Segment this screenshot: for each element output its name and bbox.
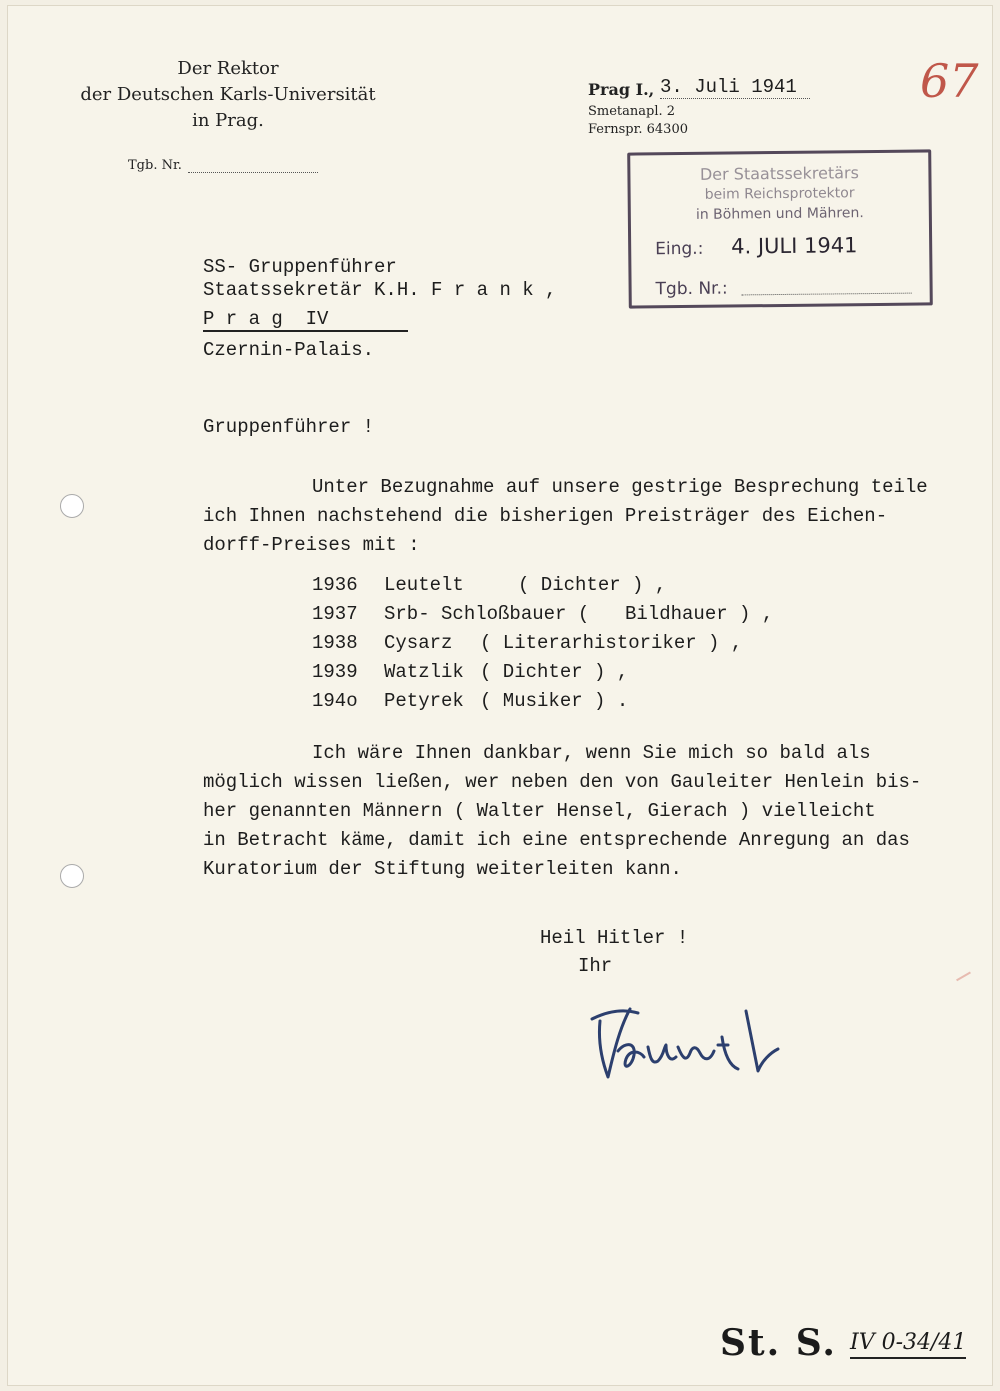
winner-year: 194o [312,690,358,712]
body-p2-line1: Ich wäre Ihnen dankbar, wenn Sie mich so bald als [312,742,871,764]
winner-name: Cysarz [384,632,453,654]
letter-date: 3. Juli 1941 [660,76,810,99]
handwritten-signature [578,991,798,1091]
body-p1-line2: ich Ihnen nachstehend die bisherigen Preisträger des Eichen- [203,505,888,527]
winner-role: ( Literarhistoriker ) , [480,632,743,654]
winner-name: Watzlik [384,661,464,683]
stamp-line1: Der Staatssekretärs [699,163,859,184]
body-p1-line3: dorff-Preises mit : [203,534,420,556]
body-p2-line2: möglich wissen ließen, wer neben den von Gauleiter Henlein bis- [203,771,922,793]
recipient-line2: Staatssekretär K.H. F r a n k , [203,279,557,301]
closing-greeting: Heil Hitler ! [540,927,689,949]
salutation: Gruppenführer ! [203,416,375,438]
pencil-mark [951,963,971,981]
winner-role: Bildhauer ) , [625,603,774,625]
winner-year: 1937 [312,603,358,625]
winner-name: Petyrek [384,690,464,712]
file-ref-number: IV 0-34/41 [850,1330,966,1359]
stamp-eing-label: Eing.: [655,238,704,260]
file-ref-prefix: St. S. [720,1322,837,1364]
body-p2-line3: her genannten Männern ( Walter Hensel, Gierach ) vielleicht [203,800,876,822]
winner-role: ( Dichter ) , [480,661,629,683]
closing-ihr: Ihr [578,955,613,977]
letter-page [8,6,992,1385]
letterhead-line2: der Deutschen Karls-Universität [80,84,376,105]
folio-number: 67 [920,54,979,108]
winner-year: 1936 [312,574,358,596]
received-stamp [627,149,933,308]
body-p2-line5: Kuratorium der Stiftung weiterleiten kann. [203,858,682,880]
address-line: Smetanapl. 2 [588,104,676,119]
body-p2-line4: in Betracht käme, damit ich eine entsprechende Anregung an das [203,829,910,851]
winner-year: 1939 [312,661,358,683]
stamp-tgb-label: Tgb. Nr.: [655,278,728,300]
stamp-line2: beim Reichsprotektor [704,185,855,203]
letterhead-tgb-line [188,172,318,173]
recipient-line3: P r a g IV [203,308,408,332]
winner-role: ( Musiker ) . [480,690,629,712]
recipient-line1: SS- Gruppenführer [203,256,397,278]
stamp-eing-date: 4. JULI 1941 [731,233,858,259]
winner-role: ( Dichter ) , [518,574,667,596]
place-label: Prag I., [588,80,655,99]
punch-hole-bottom [60,864,84,888]
letterhead-tgb-label: Tgb. Nr. [128,158,182,173]
letterhead-line1: Der Rektor [177,58,279,79]
phone-line: Fernspr. 64300 [588,122,688,137]
punch-hole-top [60,494,84,518]
stamp-line3: in Böhmen und Mähren. [695,205,864,223]
winner-name: Leutelt [384,574,464,596]
letterhead-line3: in Prag. [192,110,264,131]
winner-name: Srb- Schloßbauer ( [384,603,590,625]
stamp-tgb-line [742,293,912,296]
winner-year: 1938 [312,632,358,654]
body-p1-line1: Unter Bezugnahme auf unsere gestrige Besprechung teile [312,476,928,498]
recipient-line4: Czernin-Palais. [203,339,375,361]
